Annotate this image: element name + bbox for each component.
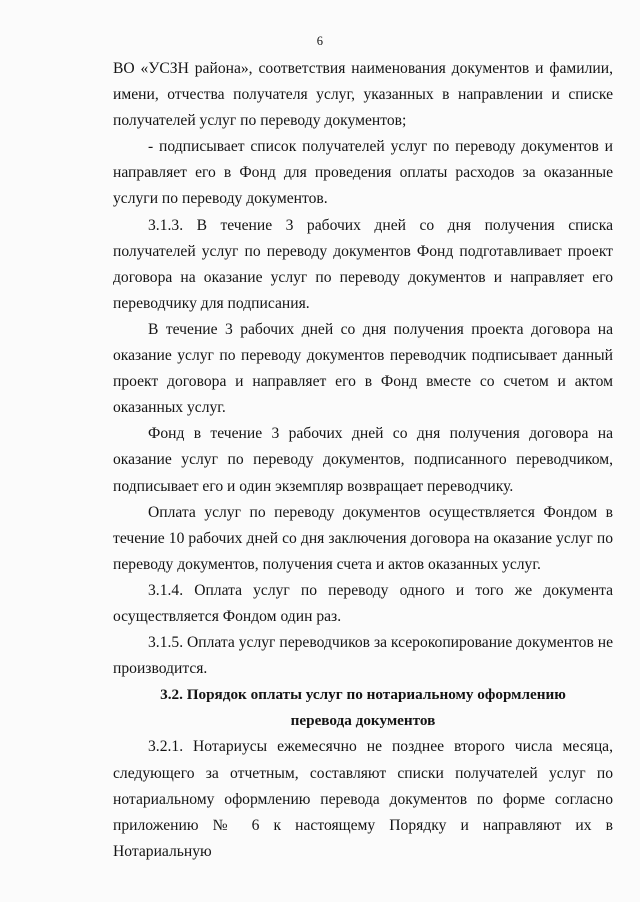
page-number: 6 xyxy=(316,34,324,48)
section-heading-line-1: 3.2. Порядок оплаты услуг по нотариальному оформлению xyxy=(160,686,566,704)
paragraph-3-2-1: 3.2.1. Нотариусы ежемесячно не позднее второго числа месяца, следующего за отчетным, составляют списки получателей услуг по нотариальному оформлению перевода документов по форме согласно приложению № 6 к настоящему Порядку и направляют их в Нотариальную xyxy=(113,738,613,860)
paragraph-sign-list: - подписывает список получателей услуг по переводу документов и направляет его в Фонд для проведения оплаты расходов за оказанные услуги по переводу документов. xyxy=(113,138,613,208)
paragraph-3-1-5: 3.1.5. Оплата услуг переводчиков за ксерокопирование документов не производится. xyxy=(113,634,613,678)
paragraph-fund-signs: Фонд в течение 3 рабочих дней со дня получения договора на оказание услуг по переводу документов, подписанного переводчиком, подписывает его и один экземпляр возвращает переводчику. xyxy=(113,425,613,495)
page-body xyxy=(113,56,613,865)
paragraph-payment-terms: Оплата услуг по переводу документов осуществляется Фондом в течение 10 рабочих дней со дня заключения договора на оказание услуг по переводу документов, получения счета и актов оказанных услуг. xyxy=(113,503,613,573)
paragraph-translator-signs: В течение 3 рабочих дней со дня получения проекта договора на оказание услуг по переводу документов переводчик подписывает данный проект договора и направляет его в Фонд вместе со счетом и актом оказанных услуг. xyxy=(113,320,613,417)
paragraph-3-1-4: 3.1.4. Оплата услуг по переводу одного и того же документа осуществляется Фондом один раз. xyxy=(113,581,613,625)
section-heading-line-2: перевода документов xyxy=(290,712,436,730)
paragraph-continuation: ВО «УСЗН района», соответствия наименования документов и фамилии, имени, отчества получателя услуг, указанных в направлении и списке получателей услуг по переводу документов; xyxy=(113,60,613,130)
paragraph-3-1-3: 3.1.3. В течение 3 рабочих дней со дня получения списка получателей услуг по переводу документов Фонд подготавливает проект договора на оказание услуг по переводу документов и направляет его переводчику для подписания. xyxy=(113,216,613,312)
